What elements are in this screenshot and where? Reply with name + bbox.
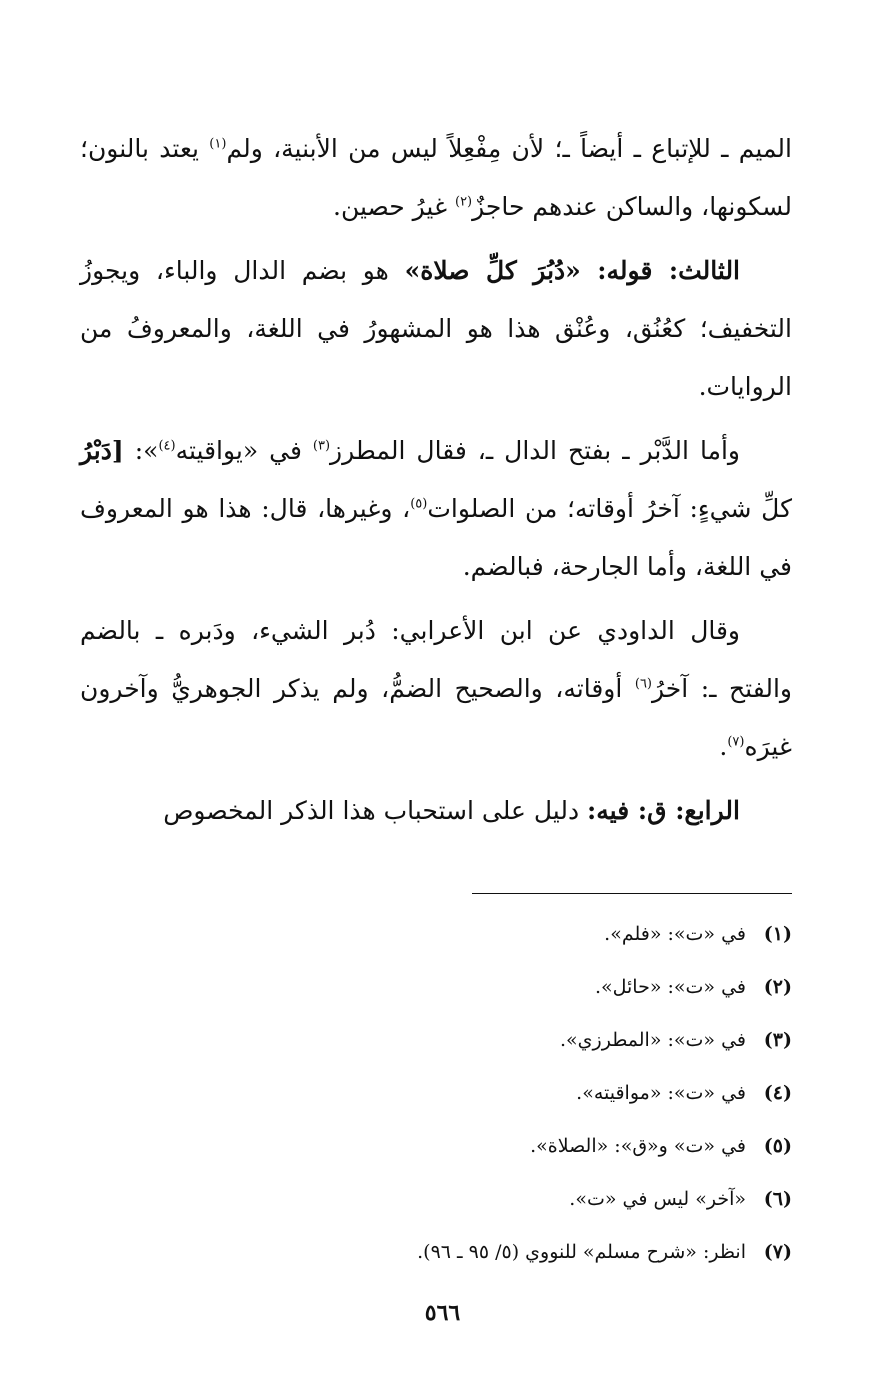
bold-text-segment: الثالث: قوله: «دُبُرَ كلِّ صلاة» [404,256,741,285]
paragraph [80,602,792,776]
footnote-item [80,1173,792,1226]
footnote-reference: (٦) [634,676,652,692]
text-segment: الميم ـ للإتباع ـ أيضاً ـ؛ لأن مِفْعِلاً ليس من الأبنية، ولم [226,134,792,163]
text-segment: »: [123,436,159,465]
footnote-reference: (٣) [312,438,331,454]
text-segment: غيرُ حصين. [333,192,455,221]
text-segment: دليل على استحباب هذا الذكر المخصوص [163,796,588,825]
main-text-body [80,120,792,846]
footnote-text: «آخر» ليس في «ت». [569,1188,746,1210]
text-segment: . [719,732,728,761]
footnote-item [80,1226,792,1279]
footnote-reference: (١) [209,136,227,152]
text-segment: وأما الدَّبْر ـ بفتح الدال ـ، فقال المطرز [330,436,740,465]
footnotes-list [80,908,792,1279]
footnote-reference: (٢) [454,194,473,210]
text-segment: أوقاته، والصحيح الضمُّ، ولم يذكر الجوهريُّ وآخرون غيرَه [80,674,792,761]
paragraph [80,242,792,416]
text-segment: هو بضم الدال والباء، ويجوزُ التخفيف؛ كعُنُق، وعُنْق هذا هو المشهورُ في اللغة، والمعروفُ من الروايات. [80,256,792,401]
bold-text-segment: [دَبْرُ [80,436,124,465]
footnote-text: في «ت»: «المطرزي». [560,1029,746,1051]
footnote-item [80,961,792,1014]
footnote-divider [472,893,792,894]
footnote-reference: (٤) [158,438,176,454]
footnote-item [80,1014,792,1067]
page-number: ٥٦٦ [424,1300,461,1326]
footnote-text: في «ت»: «فلم». [604,923,746,945]
bold-text-segment: الرابع: ق: فيه: [587,796,740,825]
footnote-number: (٣) [763,1029,792,1051]
footnote-text: انظر: «شرح مسلم» للنووي (٥/ ٩٥ ـ ٩٦). [417,1241,746,1263]
text-segment: في «يواقيته [175,436,313,465]
footnote-number: (٢) [763,976,792,998]
footnote-reference: (٥) [410,496,428,512]
text-segment: ، وغيرها، قال: هذا هو المعروف في اللغة، وأما الجارحة، فبالضم. [80,494,792,581]
text-segment: وقال الداودي عن ابن الأعرابي: دُبر الشيء، ودَبره ـ بالضم والفتح ـ: آخرُ [80,616,792,703]
footnote-number: (٦) [763,1188,792,1210]
footnote-number: (٥) [763,1135,792,1157]
footnote-text: في «ت»: «مواقيته». [576,1082,746,1104]
paragraph [80,120,792,236]
footnote-text: في «ت» و«ق»: «الصلاة». [530,1135,746,1157]
footnote-item [80,908,792,961]
footnote-text: في «ت»: «حائل». [594,976,746,998]
text-segment: يعتد بالنون؛ لسكونها، والساكن عندهم حاجزٌ [80,134,792,221]
paragraph [80,422,792,596]
footnote-number: (١) [763,923,792,945]
footnote-item [80,1120,792,1173]
paragraph [80,782,792,840]
text-segment: كلِّ شيءٍ: آخرُ أوقاته؛ من الصلوات [427,494,792,523]
footnote-number: (٧) [763,1241,792,1263]
footnote-item [80,1067,792,1120]
footnote-number: (٤) [763,1082,792,1104]
footnote-reference: (٧) [727,734,745,750]
